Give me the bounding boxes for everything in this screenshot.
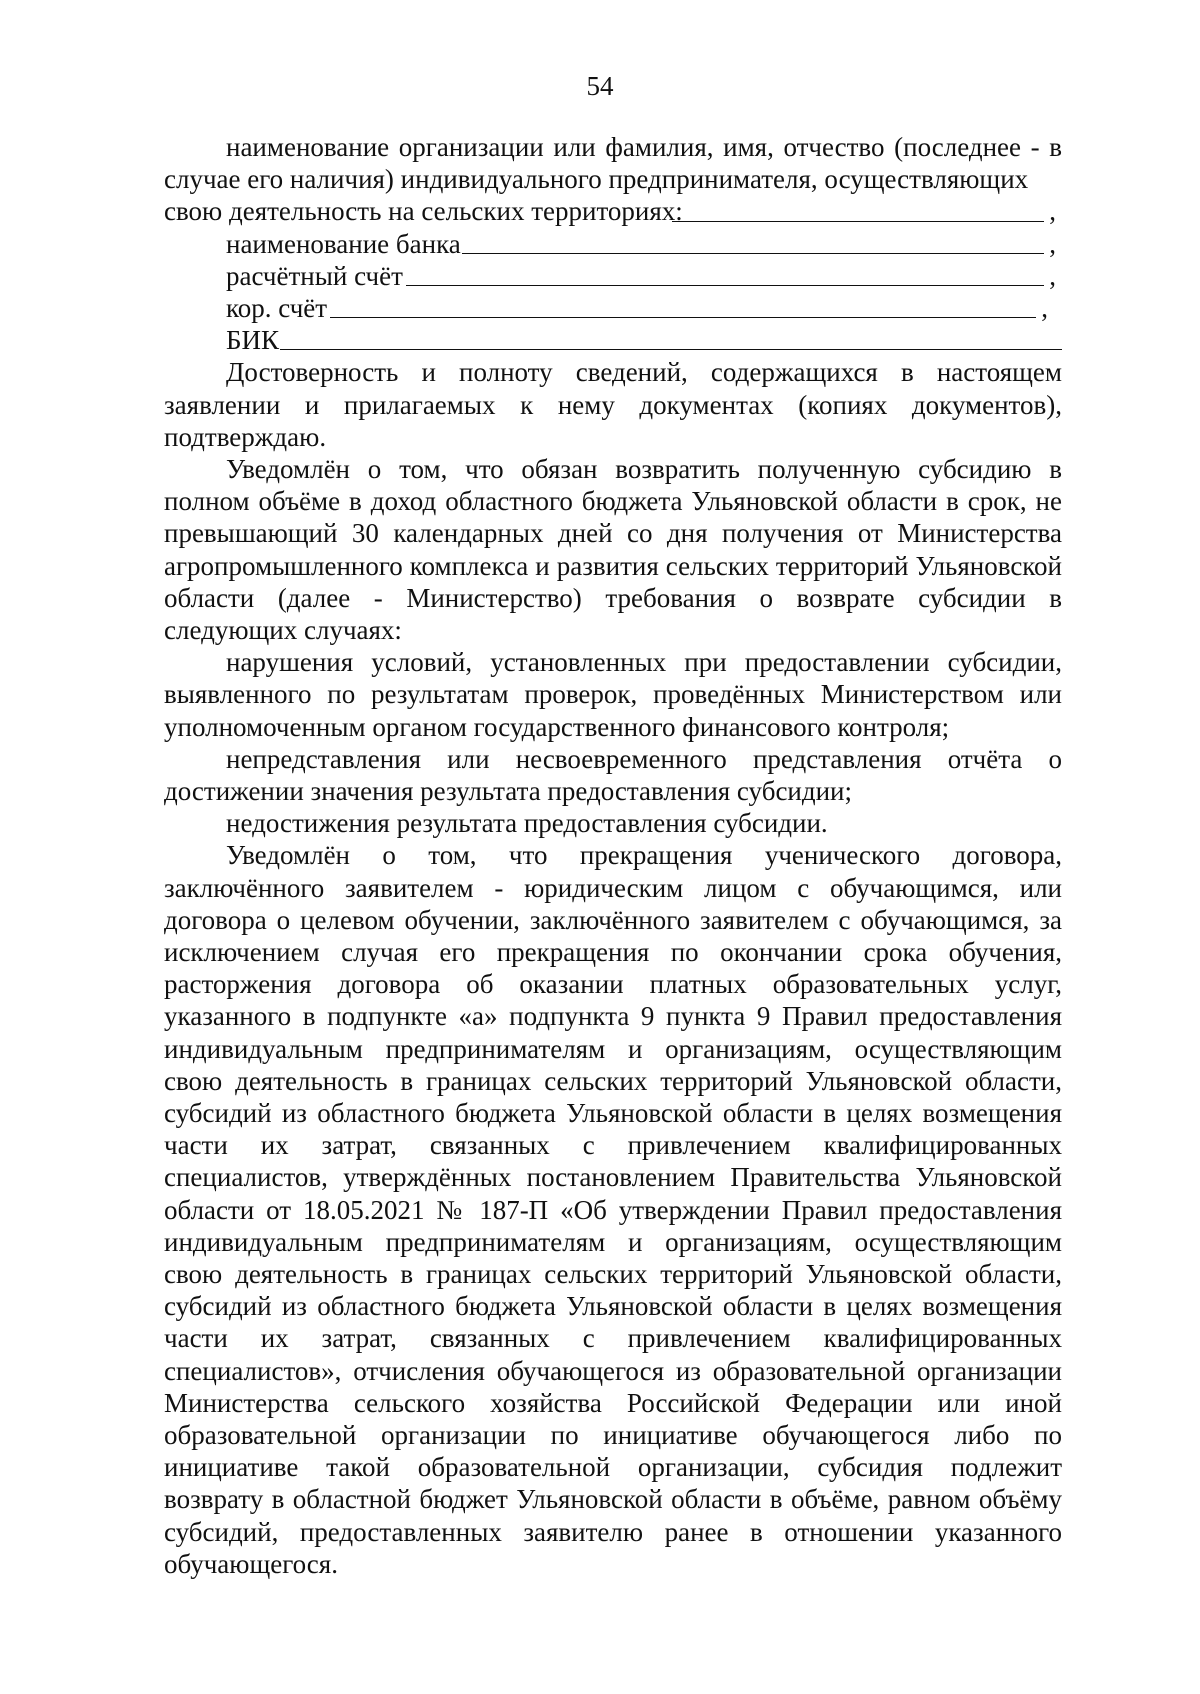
- applicant-name-field: [164, 195, 1062, 227]
- applicant-name-comma: ,: [1049, 196, 1056, 227]
- account-label: расчётный счёт: [226, 260, 403, 291]
- bik-field: [226, 324, 1062, 356]
- paragraph-case-violation: нарушения условий, установленных при предоставлении субсидии, выявленного по результатам проверок, проведённых Министерством или уполномоченным органом государственного финансового контроля;: [164, 647, 1062, 742]
- corr-account-field: [226, 292, 1062, 324]
- paragraph-contract-termination: Уведомлён о том, что прекращения ученического договора, заключённого заявителем - юридическим лицом с обучающимся, или договора о целевом обучении, заключённого заявителем с обучающимся, за исключением случая его прекращения по окончании срока обучения, расторжения договора об оказании платных образовательных услуг, указанного в подпункте «а» подпункта 9 пункта 9 Правил предоставления индивидуальным предпринимателям и организациям, осуществляющим свою деятельность в границах сельских территорий Ульяновской области, субсидий из областного бюджета Ульяновской области в целях возмещения части их затрат, связанных с привлечением квалифицированных специалистов, утверждённых постановлением Правительства Ульяновской области от 18.05.2021 № 187-П «Об утверждении Правил предоставления индивидуальным предпринимателям и организациям, осуществляющим свою деятельность в границах сельских территорий Ульяновской области, субсидий из областного бюджета Ульяновской области в целях возмещения части их затрат, связанных с привлечением квалифицированных специалистов», отчисления обучающегося из образовательной организации Министерства сельского хозяйства Российской Федерации или иной образовательной организации по инициативе обучающегося либо по инициативе такой образовательной организации, субсидия подлежит возврату в областной бюджет Ульяновской области в объёме, равном объёму субсидий, предоставленных заявителю ранее в отношении указанного обучающегося.: [164, 840, 1062, 1579]
- paragraph-case-report: непредставления или несвоевременного представления отчёта о достижении значения результата предоставления субсидии;: [164, 743, 1062, 806]
- applicant-name-paragraph: [164, 131, 1062, 195]
- bik-label: БИК: [226, 325, 280, 356]
- corr-account-comma: ,: [1041, 292, 1048, 323]
- paragraph-case-result: недостижения результата предоставления субсидии.: [226, 808, 828, 839]
- bank-name-label: наименование банка: [226, 228, 461, 259]
- document-body: [164, 131, 1062, 1580]
- paragraph-return-notice: Уведомлён о том, что обязан возвратить полученную субсидию в полном объёме в доход областного бюджета Ульяновской области в срок, не превышающий 30 календарных дней со дня получения от Министерства агропромышленного комплекса и развития сельских территорий Ульяновской области (далее - Министерство) требования о возврате субсидии в следующих случаях:: [164, 453, 1062, 645]
- bank-name-field: [226, 228, 1062, 260]
- applicant-name-text: наименование организации или фамилия, имя, отчество (последнее - в случае его наличия) индивидуального предпринимателя, осуществляющих: [164, 132, 1062, 195]
- paragraph-confirmation: Достоверность и полноту сведений, содержащихся в настоящем заявлении и прилагаемых к нему документах (копиях документов), подтверждаю.: [164, 357, 1062, 452]
- applicant-name-label-end: свою деятельность на сельских территориях:: [164, 196, 683, 227]
- account-comma: ,: [1049, 260, 1056, 291]
- bik-blank: [280, 349, 1062, 350]
- account-blank: [406, 285, 1044, 286]
- account-field: [226, 260, 1062, 292]
- applicant-name-blank: [672, 221, 1044, 222]
- bank-name-comma: ,: [1049, 228, 1056, 259]
- page-number: 54: [586, 71, 614, 101]
- bank-name-blank: [462, 253, 1044, 254]
- corr-account-label: кор. счёт: [226, 292, 328, 323]
- corr-account-blank: [330, 317, 1036, 318]
